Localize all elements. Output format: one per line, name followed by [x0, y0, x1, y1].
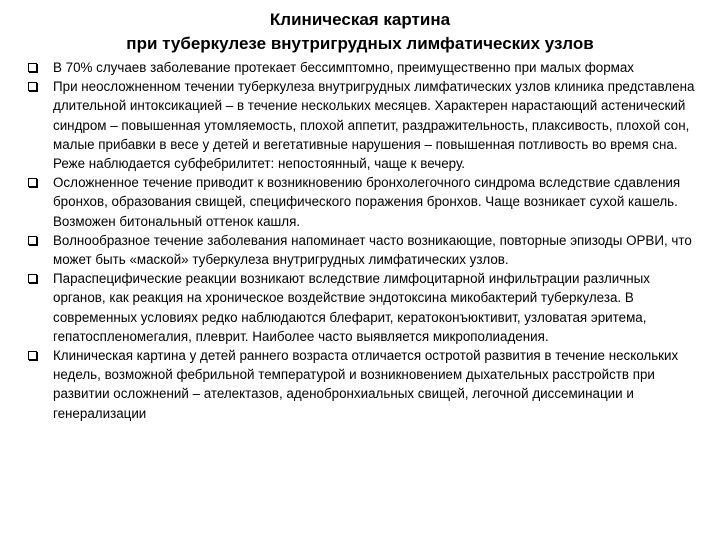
list-item — [28, 346, 696, 423]
list-item-text: Клиническая картина у детей раннего возраста отличается остротой развития в течение нескольких недель, возможной фебрильной температурой и возникновением дыхательных расстройств при развитии осложнений – ателектазов, аденобронхиальных свищей, легочной диссеминации и генерализации — [53, 348, 679, 421]
bullet-list — [28, 58, 696, 423]
list-item-text: При неосложненном течении туберкулеза внутригрудных лимфатических узлов клиника представлена длительной интоксикацией – в течение нескольких месяцев. Характерен нарастающий астенический синдром – повышенная утомляемость, плохой аппетит, раздражительность, плаксивость, плохой сон, малые прибавки в весе у детей и вегетативные нарушения – повышенная потливость во время сна. Реже наблюдается субфебрилитет: непостоянный, чаще к вечеру. — [53, 79, 695, 172]
hollow-square-icon — [28, 178, 37, 187]
slide-title — [0, 8, 720, 56]
hollow-square-icon — [28, 236, 37, 245]
list-item — [28, 269, 696, 346]
list-item-text: Осложненное течение приводит к возникновению бронхолегочного синдрома вследствие сдавления бронхов, образования свищей, специфического поражения бронхов. Чаще возникает сухой кашель. Возможен битональный оттенок кашля. — [53, 175, 681, 229]
list-item — [28, 173, 696, 231]
slide-title-line-2: при туберкулезе внутригрудных лимфатических узлов — [126, 34, 594, 53]
hollow-square-icon — [28, 351, 37, 360]
hollow-square-icon — [28, 82, 37, 91]
list-item — [28, 77, 696, 173]
hollow-square-icon — [28, 63, 37, 72]
list-item-text: В 70% случаев заболевание протекает бессимптомно, преимущественно при малых формах — [53, 60, 635, 75]
list-item — [28, 58, 696, 77]
hollow-square-icon — [28, 274, 37, 283]
list-item-text: Параспецифические реакции возникают вследствие лимфоцитарной инфильтрации различных органов, как реакция на хроническое воздействие эндотоксина микобактерий туберкулеза. В современных условиях редко наблюдаются блефарит, кератоконъюктивит, узловатая эритема, гепатоспленомегалия, плеврит. Наиболее часто выявляется микрополиадения. — [53, 271, 650, 344]
slide-title-line-1: Клиническая картина — [269, 10, 451, 29]
list-item — [28, 231, 696, 269]
list-item-text: Волнообразное течение заболевания напоминает часто возникающие, повторные эпизоды ОРВИ, что может быть «маской» туберкулеза внутригрудных лимфатических узлов. — [53, 232, 692, 268]
